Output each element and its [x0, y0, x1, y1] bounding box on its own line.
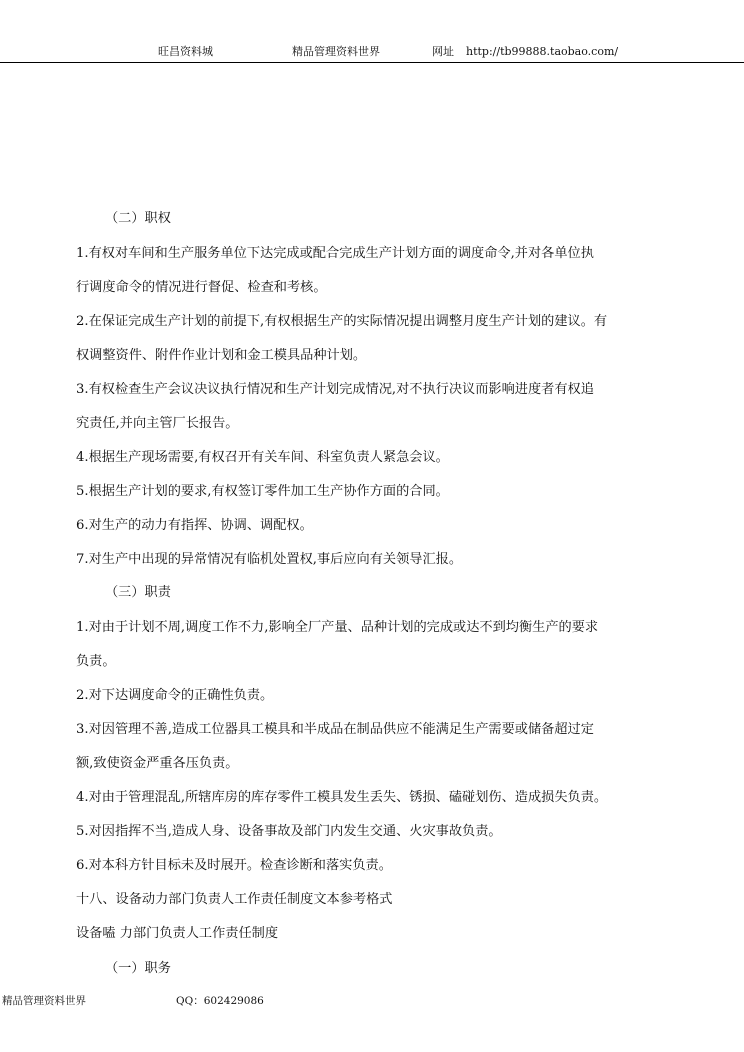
- paragraph-line: 额,致使资金严重各压负责。: [76, 756, 239, 771]
- paragraph-line: 6.对本科方针目标未及时展开。检查诊断和落实负责。: [76, 858, 392, 873]
- paragraph-line: 4.根据生产现场需要,有权召开有关车间、科室负责人紧急会议。: [76, 450, 449, 465]
- header-center-text: 精品管理资料世界: [292, 45, 380, 58]
- header-left-text: 旺昌资料城: [158, 45, 213, 58]
- document-title: 设备嗑 力部门负责人工作责任制度: [76, 926, 279, 941]
- paragraph-line: 2.在保证完成生产计划的前提下,有权根据生产的实际情况提出调整月度生产计划的建议。有: [76, 314, 608, 329]
- paragraph-line: 1.对由于计划不周,调度工作不力,影响全厂产量、品种计划的完成或达不到均衡生产的要求: [76, 620, 599, 635]
- section-heading-position: （一）职务: [105, 961, 171, 976]
- paragraph-line: 权调整资件、附件作业计划和金工模具品种计划。: [76, 348, 367, 363]
- paragraph-line: 6.对生产的动力有指挥、协调、调配权。: [76, 518, 313, 533]
- paragraph-line: 3.有权检查生产会议决议执行情况和生产计划完成情况,对不执行决议而影响进度者有权追: [76, 382, 594, 397]
- paragraph-line: 5.对因指挥不当,造成人身、设备事故及部门内发生交通、火灾事故负责。: [76, 824, 502, 839]
- paragraph-line: 4.对由于管理混乱,所辖库房的库存零件工模具发生丢失、锈损、磕碰划伤、造成损失负责。: [76, 790, 608, 805]
- footer-qq-text: QQ：602429086: [176, 995, 264, 1007]
- paragraph-line: 7.对生产中出现的异常情况有临机处置权,事后应向有关领导汇报。: [76, 552, 463, 567]
- paragraph-line: 2.对下达调度命令的正确性负责。: [76, 688, 274, 703]
- section-heading-duties: （三）职责: [105, 585, 171, 600]
- paragraph-line: 5.根据生产计划的要求,有权签订零件加工生产协作方面的合同。: [76, 484, 449, 499]
- chapter-title: 十八、设备动力部门负责人工作责任制度文本参考格式: [76, 892, 393, 907]
- paragraph-line: 3.对因管理不善,造成工位器具工模具和半成品在制品供应不能满足生产需要或储备超过定: [76, 722, 594, 737]
- paragraph-line: 负责。: [76, 654, 116, 669]
- section-heading-powers: （二）职权: [105, 211, 171, 226]
- header-url-block: [432, 45, 618, 59]
- footer-left-text: 精品管理资料世界: [2, 995, 86, 1007]
- paragraph-line: 行调度命令的情况进行督促、检查和考核。: [76, 280, 327, 295]
- paragraph-line: 1.有权对车间和生产服务单位下达完成或配合完成生产计划方面的调度命令,并对各单位执: [76, 246, 594, 261]
- page-header: [0, 0, 744, 63]
- header-url-link[interactable]: http://tb99888.taobao.com/: [466, 45, 619, 58]
- header-url-label: 网址: [432, 45, 454, 58]
- paragraph-line: 究责任,并向主管厂长报告。: [76, 416, 239, 431]
